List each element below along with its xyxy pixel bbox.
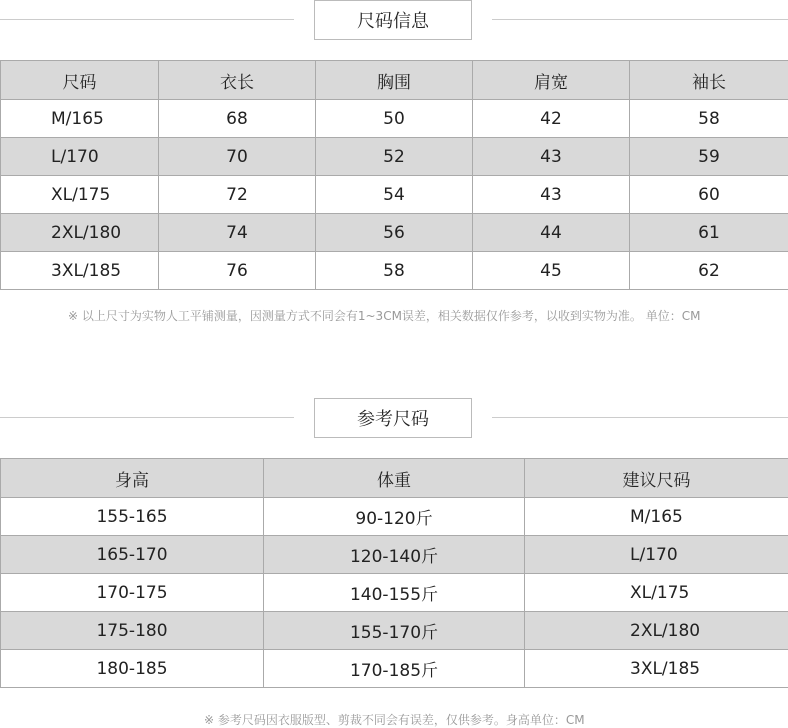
cell-sleeve: 60 — [630, 176, 788, 214]
cell-suggested-size: L/170 — [525, 536, 788, 574]
cell-length: 76 — [159, 252, 316, 290]
table-row — [1, 536, 788, 574]
cell-length: 68 — [159, 100, 316, 138]
cell-chest: 56 — [316, 214, 473, 252]
cell-suggested-size: M/165 — [525, 498, 788, 536]
cell-height: 180-185 — [1, 650, 264, 688]
cell-shoulder: 42 — [473, 100, 630, 138]
cell-shoulder: 43 — [473, 138, 630, 176]
size-info-title: 尺码信息 — [314, 0, 472, 40]
cell-height: 155-165 — [1, 498, 264, 536]
cell-chest: 50 — [316, 100, 473, 138]
header-size: 尺码 — [1, 61, 159, 100]
reference-size-table — [0, 458, 788, 688]
size-info-note: ※ 以上尺寸为实物人工平铺测量，因测量方式不同会有1~3CM误差，相关数据仅作参考，以收到实物为准。 单位：CM — [68, 307, 700, 324]
reference-size-title: 参考尺码 — [314, 398, 472, 438]
header-chest: 胸围 — [316, 61, 473, 100]
cell-size: L/170 — [1, 138, 159, 176]
header-weight: 体重 — [264, 459, 525, 498]
cell-suggested-size: 2XL/180 — [525, 612, 788, 650]
divider-line — [0, 19, 294, 20]
divider-line — [0, 417, 294, 418]
cell-height: 170-175 — [1, 574, 264, 612]
table-row — [1, 138, 788, 176]
cell-size: M/165 — [1, 100, 159, 138]
cell-shoulder: 43 — [473, 176, 630, 214]
header-sleeve: 袖长 — [630, 61, 788, 100]
cell-weight: 120-140斤 — [264, 536, 525, 574]
header-suggested-size: 建议尺码 — [525, 459, 788, 498]
cell-length: 72 — [159, 176, 316, 214]
table-header-row — [1, 61, 788, 100]
header-shoulder: 肩宽 — [473, 61, 630, 100]
header-length: 衣长 — [159, 61, 316, 100]
cell-chest: 54 — [316, 176, 473, 214]
table-row — [1, 252, 788, 290]
cell-size: 2XL/180 — [1, 214, 159, 252]
cell-height: 165-170 — [1, 536, 264, 574]
reference-size-header — [0, 398, 788, 438]
reference-size-note: ※ 参考尺码因衣服版型、剪裁不同会有误差，仅供参考。身高单位：CM — [204, 711, 585, 728]
table-row — [1, 498, 788, 536]
cell-shoulder: 44 — [473, 214, 630, 252]
cell-suggested-size: 3XL/185 — [525, 650, 788, 688]
cell-weight: 170-185斤 — [264, 650, 525, 688]
table-row — [1, 650, 788, 688]
table-row — [1, 214, 788, 252]
size-info-header — [0, 0, 788, 40]
cell-weight: 90-120斤 — [264, 498, 525, 536]
divider-line — [492, 19, 788, 20]
table-row — [1, 612, 788, 650]
cell-sleeve: 58 — [630, 100, 788, 138]
cell-shoulder: 45 — [473, 252, 630, 290]
cell-suggested-size: XL/175 — [525, 574, 788, 612]
cell-size: 3XL/185 — [1, 252, 159, 290]
table-row — [1, 574, 788, 612]
size-info-table — [0, 60, 788, 290]
table-row — [1, 176, 788, 214]
cell-sleeve: 61 — [630, 214, 788, 252]
table-row — [1, 100, 788, 138]
cell-height: 175-180 — [1, 612, 264, 650]
cell-length: 70 — [159, 138, 316, 176]
cell-length: 74 — [159, 214, 316, 252]
table-header-row — [1, 459, 788, 498]
cell-sleeve: 59 — [630, 138, 788, 176]
cell-size: XL/175 — [1, 176, 159, 214]
cell-sleeve: 62 — [630, 252, 788, 290]
cell-chest: 52 — [316, 138, 473, 176]
divider-line — [492, 417, 788, 418]
cell-weight: 155-170斤 — [264, 612, 525, 650]
header-height: 身高 — [1, 459, 264, 498]
cell-weight: 140-155斤 — [264, 574, 525, 612]
cell-chest: 58 — [316, 252, 473, 290]
